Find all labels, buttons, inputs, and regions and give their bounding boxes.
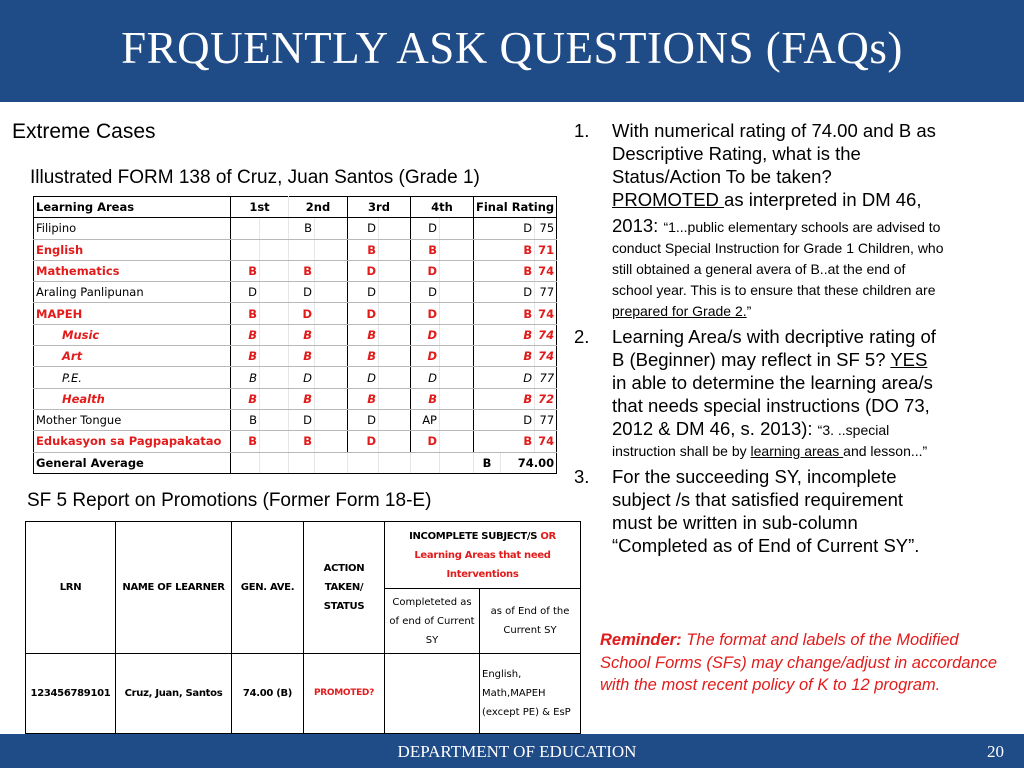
faq1-year: 2013: — [612, 215, 664, 236]
learning-area-name: Filipino — [34, 218, 231, 239]
header-final-rating: Final Rating — [474, 197, 557, 218]
learning-area-name: Araling Panlipunan — [34, 282, 231, 303]
sf5-caption: SF 5 Report on Promotions (Former Form 18-E) — [27, 490, 432, 511]
spacer-cell — [315, 409, 348, 430]
form138-row — [34, 239, 557, 260]
rating-q3: D — [348, 260, 379, 281]
form138-row — [34, 303, 557, 324]
spacer-cell — [260, 367, 289, 388]
final-rating-descriptive: B — [474, 324, 535, 345]
rating-q2: B — [289, 431, 315, 452]
faq-number: 1. — [574, 120, 590, 141]
sf5-incomplete-line-2: Learning Areas that need — [414, 549, 551, 561]
form138-table — [33, 196, 557, 474]
header-4th: 4th — [411, 197, 474, 218]
rating-q2 — [289, 239, 315, 260]
sf5-asof-line-2: Current SY — [503, 625, 557, 636]
rating-q2: D — [289, 282, 315, 303]
sf5-incomplete-line-1: INCOMPLETE SUBJECT/S — [409, 530, 538, 542]
spacer-cell — [440, 388, 474, 409]
sf5-header-lrn: LRN — [26, 522, 116, 654]
reminder-label: Reminder: — [600, 631, 682, 649]
sf5-cell-asof — [480, 654, 581, 734]
form138-row — [34, 260, 557, 281]
spacer-cell — [379, 239, 411, 260]
spacer-cell — [260, 260, 289, 281]
spacer-cell — [315, 388, 348, 409]
learning-area-name: Music — [34, 324, 231, 345]
faq2-quote-underlined: learning areas — [750, 443, 844, 459]
sf5-header-action — [304, 522, 385, 654]
rating-q4: B — [411, 239, 440, 260]
sf5-table — [25, 521, 581, 734]
general-average-value: 74.00 — [501, 452, 557, 473]
sf5-header-incomplete — [385, 522, 581, 589]
faq-number: 3. — [574, 466, 590, 487]
header-3rd: 3rd — [348, 197, 411, 218]
general-average-label: General Average — [34, 452, 231, 473]
spacer-cell — [315, 367, 348, 388]
spacer-cell — [260, 409, 289, 430]
faq2-line: 2012 & DM 46, s. 2013): — [612, 418, 818, 439]
faq1-quote: school year. This is to ensure that these children are — [612, 282, 936, 298]
final-rating-descriptive: B — [474, 346, 535, 367]
rating-q4: D — [411, 303, 440, 324]
sf5-asof-value-1: English, — [482, 669, 522, 680]
learning-area-name: Mother Tongue — [34, 409, 231, 430]
rating-q2: B — [289, 218, 315, 239]
faq3-line: “Completed as of End of Current SY”. — [612, 535, 920, 556]
rating-q4: D — [411, 324, 440, 345]
rating-q1: B — [231, 346, 260, 367]
sf5-action-line-3: STATUS — [323, 601, 365, 612]
final-rating-numeric: 74 — [535, 260, 557, 281]
rating-q3: B — [348, 388, 379, 409]
sf5-asof-value-3: (except PE) & EsP — [482, 707, 571, 718]
header-1st: 1st — [231, 197, 289, 218]
rating-q1: B — [231, 409, 260, 430]
faq1-quote: ” — [746, 303, 752, 319]
rating-q1: B — [231, 388, 260, 409]
rating-q2: B — [289, 388, 315, 409]
form138-row — [34, 346, 557, 367]
final-rating-descriptive: B — [474, 431, 535, 452]
spacer-cell — [379, 218, 411, 239]
rating-q4: D — [411, 431, 440, 452]
final-rating-descriptive: D — [474, 282, 535, 303]
rating-q4: D — [411, 367, 440, 388]
rating-q1: B — [231, 367, 260, 388]
faq1-quote: still obtained a general avera of B..at the end of — [612, 261, 906, 277]
rating-q2: B — [289, 324, 315, 345]
faq-item-1 — [574, 119, 1018, 322]
sf5-incomplete-or: OR — [540, 530, 556, 542]
rating-q1 — [231, 218, 260, 239]
final-rating-numeric: 77 — [535, 409, 557, 430]
sf5-completed-line-2: of end of Current — [389, 615, 475, 627]
rating-q3: D — [348, 367, 379, 388]
sf5-header-completed — [385, 589, 480, 654]
reminder-note — [600, 629, 1000, 697]
rating-q4: D — [411, 218, 440, 239]
spacer-cell — [440, 303, 474, 324]
final-rating-numeric: 77 — [535, 282, 557, 303]
form138-header-row — [34, 197, 557, 218]
rating-q2: D — [289, 303, 315, 324]
final-rating-descriptive: B — [474, 388, 535, 409]
learning-area-name: P.E. — [34, 367, 231, 388]
rating-q4: B — [411, 388, 440, 409]
spacer-cell — [440, 367, 474, 388]
faq3-line: must be written in sub-column — [612, 512, 858, 533]
rating-q4: D — [411, 346, 440, 367]
spacer-cell — [260, 324, 289, 345]
sf5-header-gen-ave: GEN. AVE. — [232, 522, 304, 654]
rating-q2: D — [289, 409, 315, 430]
rating-q1: B — [231, 303, 260, 324]
rating-q4: D — [411, 260, 440, 281]
faq-item-3 — [574, 465, 1018, 557]
sf5-action-line-1: ACTION — [323, 563, 365, 574]
spacer-cell — [260, 282, 289, 303]
learning-area-name: Art — [34, 346, 231, 367]
rating-q3: D — [348, 431, 379, 452]
faq2-quote: and lesson...” — [843, 443, 928, 459]
faq-list — [574, 119, 1018, 557]
spacer-cell — [379, 431, 411, 452]
form138-row — [34, 282, 557, 303]
final-rating-numeric: 71 — [535, 239, 557, 260]
sf5-cell-name: Cruz, Juan, Santos — [116, 654, 232, 734]
final-rating-numeric: 77 — [535, 367, 557, 388]
spacer-cell — [315, 239, 348, 260]
sf5-cell-completed — [385, 654, 480, 734]
spacer-cell — [260, 218, 289, 239]
spacer-cell — [379, 367, 411, 388]
spacer-cell — [440, 218, 474, 239]
spacer-cell — [315, 324, 348, 345]
rating-q1 — [231, 239, 260, 260]
footer-bar — [0, 734, 1024, 768]
rating-q4: D — [411, 282, 440, 303]
spacer-cell — [379, 388, 411, 409]
spacer-cell — [440, 260, 474, 281]
faq2-line: that needs special instructions (DO 73, — [612, 395, 930, 416]
rating-q1: D — [231, 282, 260, 303]
rating-q1: B — [231, 324, 260, 345]
faq3-line: For the succeeding SY, incomplete — [612, 466, 897, 487]
rating-q3: D — [348, 282, 379, 303]
final-rating-numeric: 74 — [535, 303, 557, 324]
spacer-cell — [440, 431, 474, 452]
spacer-cell — [440, 409, 474, 430]
sf5-action-line-2: TAKEN/ — [324, 582, 364, 593]
faq1-quote: “1...public elementary schools are advised to — [663, 219, 941, 235]
sf5-header-name: NAME OF LEARNER — [116, 522, 232, 654]
sf5-header-asof — [480, 589, 581, 654]
faq1-line: as interpreted in DM 46, — [724, 189, 922, 210]
form138-row — [34, 324, 557, 345]
faq1-line: Status/Action To be taken? — [612, 166, 832, 187]
rating-q1: B — [231, 260, 260, 281]
title-bar — [0, 0, 1024, 102]
sf5-completed-line-1: Completeted as — [392, 596, 472, 608]
rating-q3: D — [348, 409, 379, 430]
spacer-cell — [379, 282, 411, 303]
header-2nd: 2nd — [289, 197, 348, 218]
faq1-quote: conduct Special Instruction for Grade 1 Children, who — [612, 240, 944, 256]
spacer-cell — [260, 388, 289, 409]
spacer-cell — [379, 346, 411, 367]
spacer-cell — [260, 431, 289, 452]
form138-caption: Illustrated FORM 138 of Cruz, Juan Santos (Grade 1) — [30, 167, 480, 188]
sf5-cell-action: PROMOTED? — [304, 654, 385, 734]
spacer-cell — [315, 218, 348, 239]
form138-row — [34, 367, 557, 388]
rating-q3: B — [348, 239, 379, 260]
form138-row — [34, 409, 557, 430]
rating-q2: B — [289, 260, 315, 281]
faq2-line: B (Beginner) may reflect in SF 5? — [612, 349, 891, 370]
final-rating-descriptive: B — [474, 239, 535, 260]
header-learning-areas: Learning Areas — [34, 197, 231, 218]
section-heading: Extreme Cases — [12, 120, 156, 143]
final-rating-numeric: 74 — [535, 346, 557, 367]
spacer-cell — [440, 282, 474, 303]
slide-title: FRQUENTLY ASK QUESTIONS (FAQs) — [121, 23, 903, 73]
spacer-cell — [379, 260, 411, 281]
sf5-cell-lrn: 123456789101 — [26, 654, 116, 734]
spacer-cell — [379, 409, 411, 430]
yes-answer: YES — [890, 349, 928, 370]
learning-area-name: Health — [34, 388, 231, 409]
general-average-row — [34, 452, 557, 473]
spacer-cell — [379, 303, 411, 324]
faq1-quote-underlined: prepared for Grade 2. — [612, 303, 747, 319]
final-rating-descriptive: D — [474, 409, 535, 430]
faq1-line: With numerical rating of 74.00 and B as — [612, 120, 936, 141]
spacer-cell — [379, 324, 411, 345]
sf5-cell-gen-ave: 74.00 (B) — [232, 654, 304, 734]
spacer-cell — [260, 239, 289, 260]
footer-department: DEPARTMENT OF EDUCATION — [397, 742, 637, 761]
spacer-cell — [315, 346, 348, 367]
spacer-cell — [315, 431, 348, 452]
form138-row — [34, 388, 557, 409]
spacer-cell — [315, 282, 348, 303]
rating-q1: B — [231, 431, 260, 452]
final-rating-numeric: 72 — [535, 388, 557, 409]
final-rating-descriptive: B — [474, 260, 535, 281]
final-rating-descriptive: D — [474, 367, 535, 388]
sf5-data-row — [26, 654, 581, 734]
faq3-line: subject /s that satisfied requirement — [612, 489, 904, 510]
final-rating-numeric: 75 — [535, 218, 557, 239]
spacer-cell — [440, 239, 474, 260]
learning-area-name: Edukasyon sa Pagpapakatao — [34, 431, 231, 452]
spacer-cell — [315, 260, 348, 281]
form138-row — [34, 218, 557, 239]
reminder-text: The format and labels of the Modified School Forms (SFs) may change/adjust in accordance with the most recent policy of K to 12 program. — [600, 631, 998, 694]
rating-q3: B — [348, 346, 379, 367]
final-rating-descriptive: D — [474, 218, 535, 239]
form138-row — [34, 431, 557, 452]
sf5-completed-line-3: SY — [425, 634, 439, 646]
final-rating-numeric: 74 — [535, 324, 557, 345]
rating-q3: B — [348, 324, 379, 345]
learning-area-name: Mathematics — [34, 260, 231, 281]
faq2-line: in able to determine the learning area/s — [612, 372, 933, 393]
rating-q2: D — [289, 367, 315, 388]
rating-q4: AP — [411, 409, 440, 430]
rating-q3: D — [348, 303, 379, 324]
spacer-cell — [260, 346, 289, 367]
final-rating-numeric: 74 — [535, 431, 557, 452]
spacer-cell — [260, 303, 289, 324]
faq2-quote: “3. ..special — [817, 422, 890, 438]
learning-area-name: MAPEH — [34, 303, 231, 324]
promoted-answer: PROMOTED — [612, 189, 725, 210]
faq-item-2 — [574, 325, 1018, 462]
sf5-asof-line-1: as of End of the — [490, 606, 570, 617]
faq2-quote: instruction shall be by — [612, 443, 751, 459]
rating-q3: D — [348, 218, 379, 239]
sf5-incomplete-line-3: Interventions — [446, 568, 519, 580]
spacer-cell — [315, 303, 348, 324]
spacer-cell — [440, 346, 474, 367]
faq1-line: Descriptive Rating, what is the — [612, 143, 861, 164]
spacer-cell — [440, 324, 474, 345]
general-average-rating: B — [474, 452, 501, 473]
page-number: 20 — [987, 742, 1004, 761]
final-rating-descriptive: B — [474, 303, 535, 324]
learning-area-name: English — [34, 239, 231, 260]
sf5-asof-value-2: Math,MAPEH — [482, 688, 546, 699]
rating-q2: B — [289, 346, 315, 367]
faq-number: 2. — [574, 326, 590, 347]
faq2-line: Learning Area/s with decriptive rating of — [612, 326, 936, 347]
